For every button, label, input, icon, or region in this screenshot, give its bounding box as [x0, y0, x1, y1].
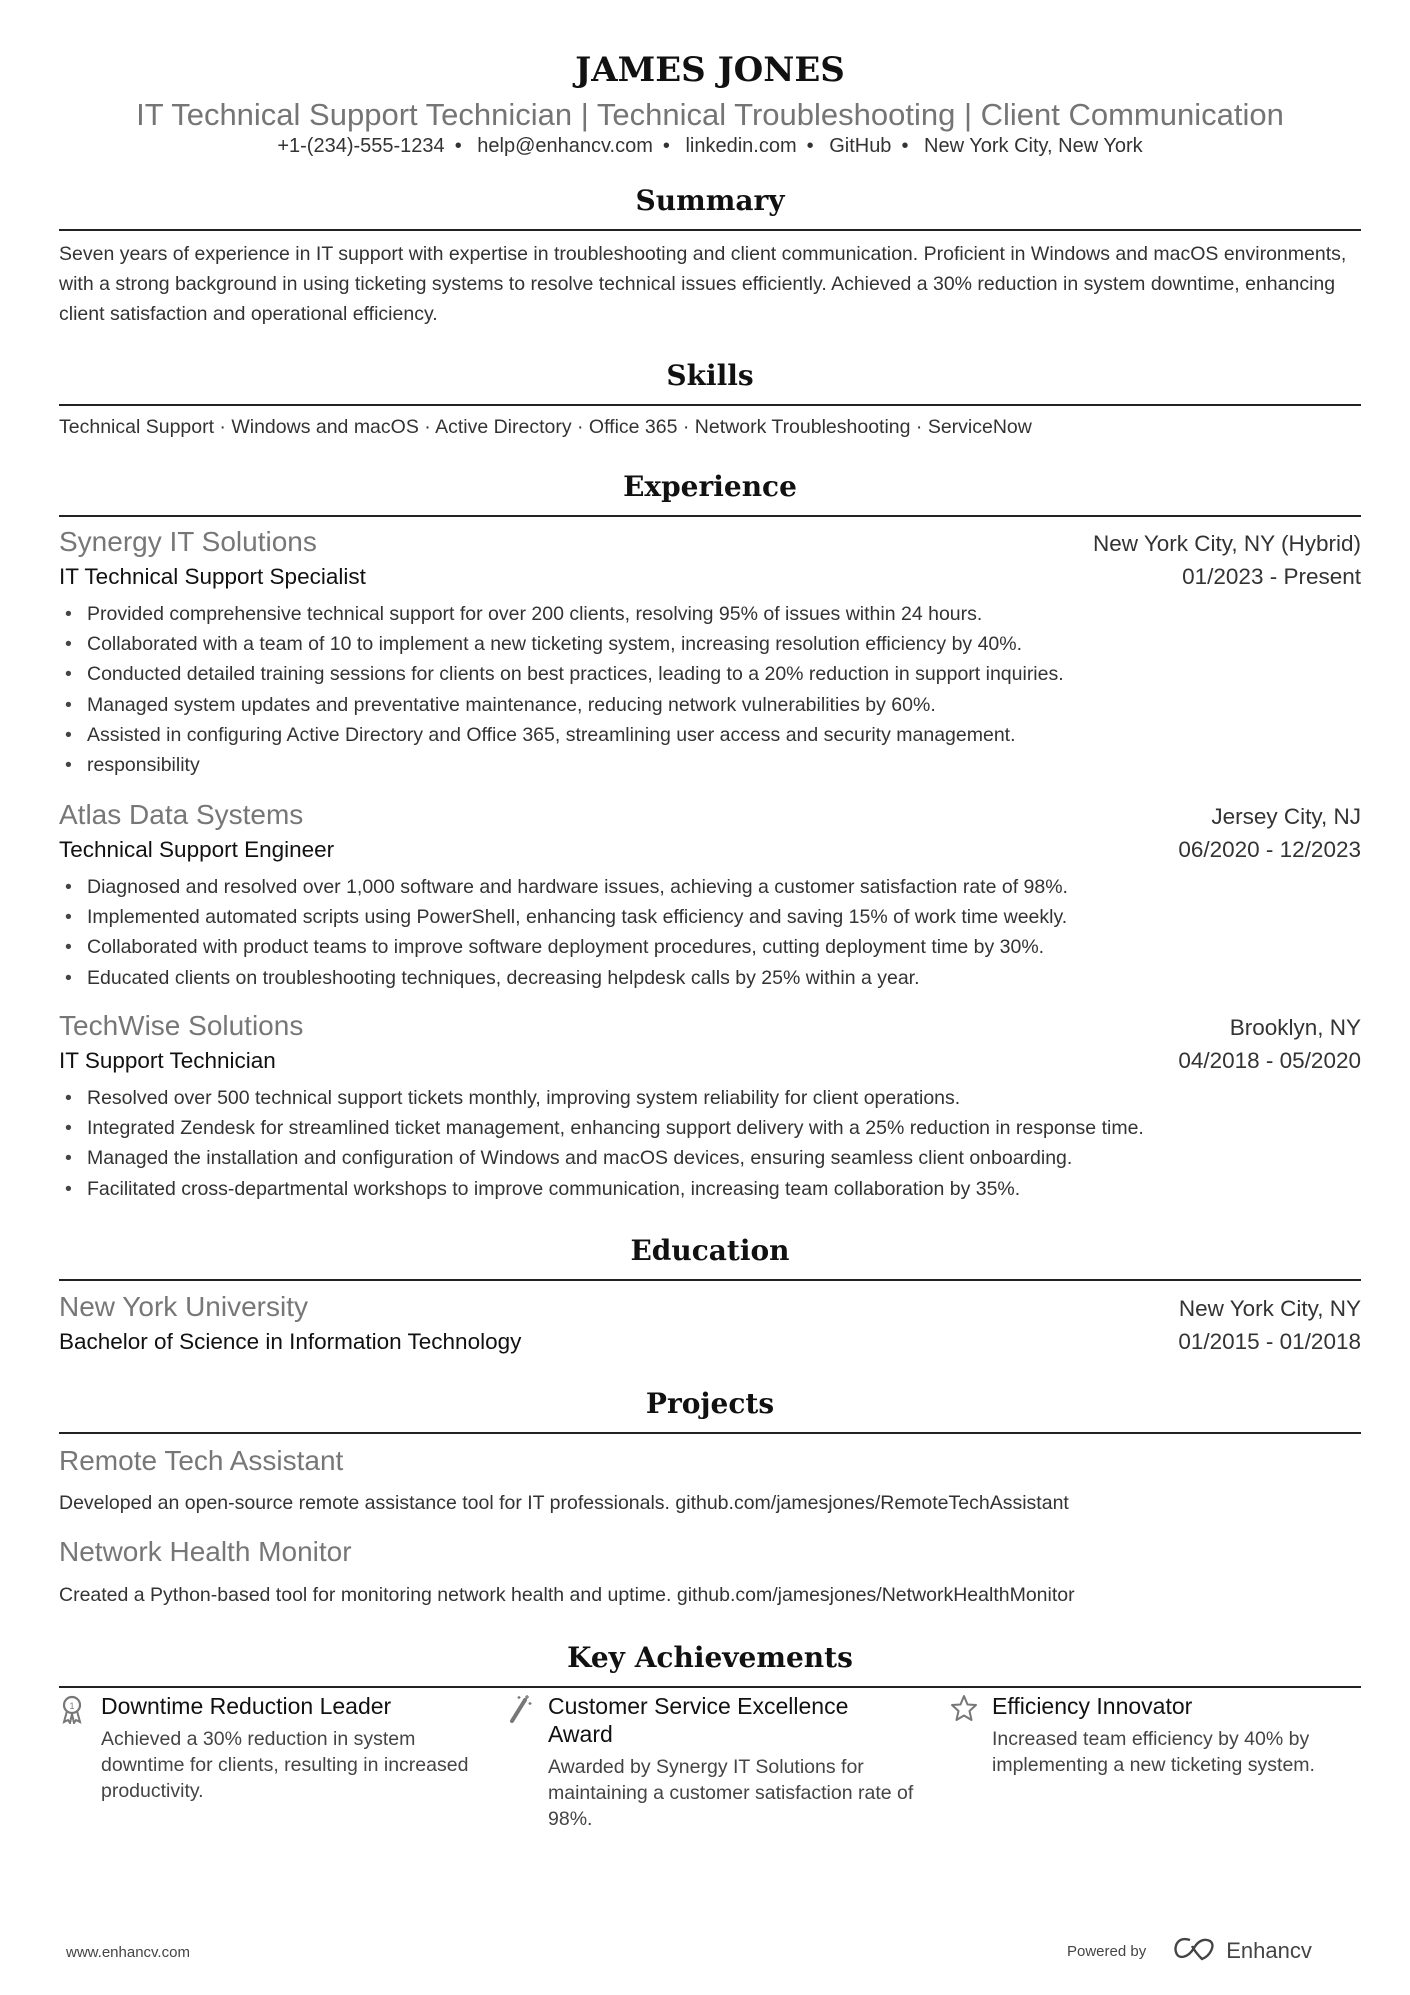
- location: New York City, New York: [924, 135, 1143, 157]
- achievement-description: Awarded by Synergy IT Solutions for maintaining a customer satisfaction rate of 98%.: [548, 1756, 914, 1830]
- headline: IT Technical Support Technician | Technical Troubleshooting | Client Communication: [136, 97, 1284, 132]
- education-entry: [59, 1290, 1361, 1358]
- contact-line: +1-(234)-555-1234 • help@enhancv.com • linkedin.com • GitHub • New York City, New York: [277, 135, 1143, 157]
- powered-by-label: Powered by: [1067, 1942, 1147, 1960]
- job-location: New York City, NY (Hybrid): [1093, 531, 1361, 556]
- magic-wand-icon: [506, 1692, 548, 1832]
- job-bullet: • Collaborated with product teams to improve software deployment procedures, cutting deployment time by 30%.: [59, 932, 1361, 962]
- achievement-title: Customer Service Excellence Award: [548, 1693, 849, 1747]
- job-bullet: • Managed the installation and configuration of Windows and macOS devices, ensuring seamless client onboarding.: [59, 1143, 1361, 1173]
- star-icon: [950, 1692, 992, 1778]
- projects-heading: Projects: [59, 1386, 1361, 1434]
- summary-text: Seven years of experience in IT support with expertise in troubleshooting and client communication. Proficient in Windows and macOS environments, with a strong background in using ticketing systems to resolve technical issues efficiently. Achieved a 30% reduction in system downtime, enhancing client satisfaction and operational efficiency.: [59, 243, 1347, 325]
- job-bullet: • Collaborated with a team of 10 to implement a new ticketing system, increasing resolution efficiency by 40%.: [59, 629, 1361, 659]
- job-entry: [59, 525, 1361, 780]
- job-bullet: • Diagnosed and resolved over 1,000 software and hardware issues, achieving a customer satisfaction rate of 98%.: [59, 872, 1361, 902]
- company-name: Atlas Data Systems: [59, 799, 304, 830]
- skills-list: Technical Support · Windows and macOS · Active Directory · Office 365 · Network Troubleshooting · ServiceNow: [59, 416, 1032, 438]
- skills-heading: Skills: [59, 358, 1361, 406]
- job-bullet: • Resolved over 500 technical support tickets monthly, improving system reliability for client operations.: [59, 1083, 1361, 1113]
- company-name: TechWise Solutions: [59, 1010, 304, 1041]
- job-bullet: • Implemented automated scripts using PowerShell, enhancing task efficiency and saving 15% of work time weekly.: [59, 902, 1361, 932]
- achievement-title: Downtime Reduction Leader: [101, 1693, 392, 1719]
- job-dates: 01/2023 - Present: [1182, 564, 1361, 589]
- job-bullets: [59, 599, 1361, 780]
- job-title: Technical Support Engineer: [59, 837, 335, 862]
- company-name: Synergy IT Solutions: [59, 526, 317, 557]
- school-location: New York City, NY: [1178, 1296, 1361, 1321]
- achievement-item: [950, 1692, 1365, 1778]
- project-description: Developed an open-source remote assistance tool for IT professionals. github.com/jamesjones/RemoteTechAssistant: [59, 1492, 1069, 1514]
- job-bullets: [59, 872, 1361, 993]
- svg-text:1: 1: [69, 1701, 75, 1711]
- job-bullet: • Facilitated cross-departmental workshops to improve communication, increasing team collaboration by 35%.: [59, 1174, 1361, 1204]
- project-title: Remote Tech Assistant: [59, 1445, 344, 1476]
- job-dates: 04/2018 - 05/2020: [1178, 1048, 1361, 1073]
- job-location: Jersey City, NJ: [1211, 804, 1361, 829]
- experience-heading: Experience: [59, 469, 1361, 517]
- job-bullets: [59, 1083, 1361, 1204]
- job-title: IT Technical Support Specialist: [59, 564, 366, 589]
- job-bullet: • Managed system updates and preventative maintenance, reducing network vulnerabilities by 60%.: [59, 690, 1361, 720]
- award-ribbon-icon: [59, 1692, 101, 1804]
- email-link[interactable]: help@enhancv.com: [477, 135, 653, 157]
- enhancv-logo-icon: [1172, 1936, 1218, 1966]
- achievements-heading: Key Achievements: [59, 1640, 1361, 1688]
- job-entry: [59, 798, 1361, 993]
- job-bullet: • Integrated Zendesk for streamlined ticket management, enhancing support delivery with a 25% reduction in response time.: [59, 1113, 1361, 1143]
- job-bullet: • Provided comprehensive technical support for over 200 clients, resolving 95% of issues within 24 hours.: [59, 599, 1361, 629]
- summary-heading: Summary: [59, 183, 1361, 231]
- job-bullet: • responsibility: [59, 750, 1361, 780]
- job-entry: [59, 1009, 1361, 1204]
- achievement-description: Increased team efficiency by 40% by implementing a new ticketing system.: [992, 1728, 1315, 1776]
- project-title: Network Health Monitor: [59, 1536, 352, 1567]
- github-link[interactable]: GitHub: [829, 135, 892, 157]
- linkedin-link[interactable]: linkedin.com: [685, 135, 797, 157]
- powered-by: [1067, 1936, 1312, 1966]
- enhancv-brand: Enhancv: [1226, 1938, 1312, 1963]
- footer-website[interactable]: www.enhancv.com: [66, 1944, 190, 1961]
- project-description: Created a Python-based tool for monitoring network health and uptime. github.com/jamesjones/NetworkHealthMonitor: [59, 1584, 1075, 1606]
- job-bullet: • Assisted in configuring Active Directory and Office 365, streamlining user access and security management.: [59, 720, 1361, 750]
- degree: Bachelor of Science in Information Technology: [59, 1329, 522, 1354]
- job-bullet: • Conducted detailed training sessions for clients on best practices, leading to a 20% reduction in support inquiries.: [59, 659, 1361, 689]
- phone: +1-(234)-555-1234: [277, 135, 445, 157]
- achievement-item: [506, 1692, 916, 1832]
- job-title: IT Support Technician: [59, 1048, 276, 1073]
- job-dates: 06/2020 - 12/2023: [1178, 837, 1361, 862]
- candidate-name: JAMES JONES: [575, 50, 845, 90]
- achievement-description: Achieved a 30% reduction in system downtime for clients, resulting in increased productivity.: [101, 1728, 469, 1802]
- job-bullet: • Educated clients on troubleshooting techniques, decreasing helpdesk calls by 25% within a year.: [59, 963, 1361, 993]
- achievement-item: [59, 1692, 479, 1804]
- school-name: New York University: [59, 1291, 308, 1322]
- achievement-title: Efficiency Innovator: [992, 1693, 1193, 1719]
- education-heading: Education: [59, 1233, 1361, 1281]
- education-dates: 01/2015 - 01/2018: [1178, 1329, 1361, 1354]
- job-location: Brooklyn, NY: [1229, 1015, 1361, 1040]
